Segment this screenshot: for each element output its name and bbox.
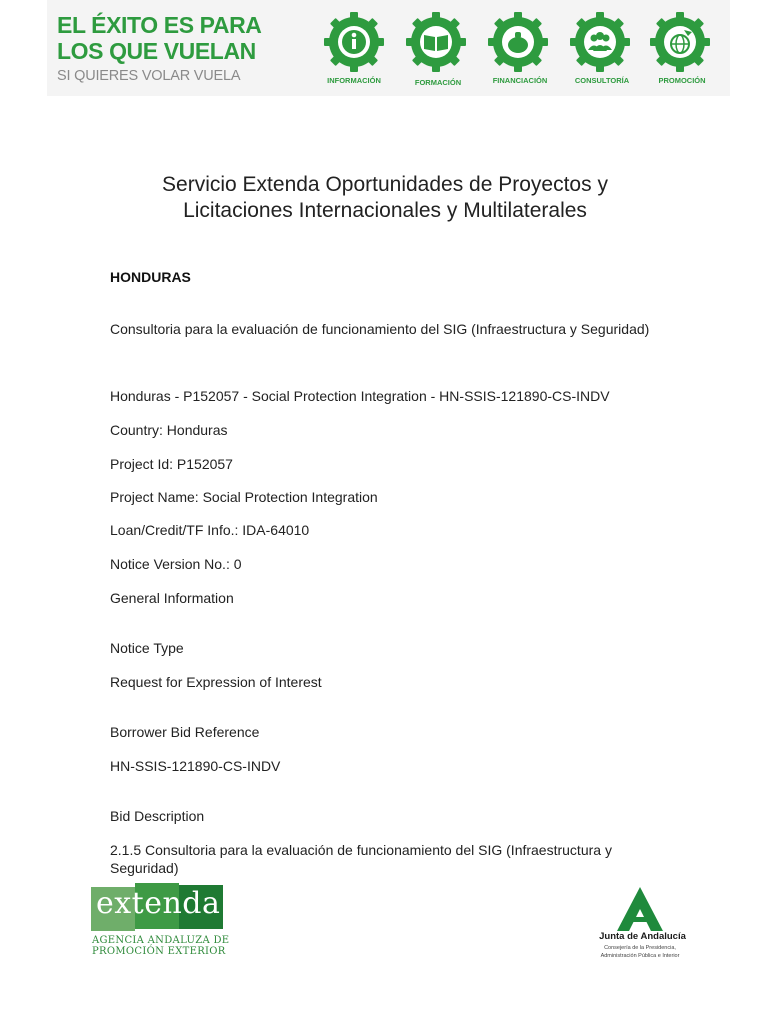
title-line-2: Licitaciones Internacionales y Multilaterales (183, 199, 587, 222)
service-label-financiacion: FINANCIACIÓN (492, 76, 548, 85)
notice-version-line: Notice Version No.: 0 (110, 556, 242, 572)
extenda-subtitle-2: PROMOCIÓN EXTERIOR (92, 946, 226, 957)
service-label-informacion: INFORMACIÓN (327, 76, 381, 85)
country-heading: HONDURAS (110, 269, 191, 285)
info-icon (322, 10, 386, 74)
title-line-1: Servicio Extenda Oportunidades de Proyectos y (162, 173, 608, 196)
slogan-line-1: EL ÉXITO ES PARA (57, 12, 262, 38)
borrower-ref-value: HN-SSIS-121890-CS-INDV (110, 758, 281, 774)
bid-description-value: 2.1.5 Consultoria para la evaluación de funcionamiento del SIG (Infraestructura y Seguridad) (110, 842, 612, 876)
summary-text: Consultoria para la evaluación de funcionamiento del SIG (Infraestructura y Seguridad) (110, 321, 650, 337)
bid-description-label: Bid Description (110, 808, 205, 824)
project-name-line: Project Name: Social Protection Integration (110, 489, 378, 505)
extenda-wordmark: extenda (96, 886, 221, 921)
project-id-line: Project Id: P152057 (110, 456, 233, 472)
junta-subtitle-2: Administración Pública e Interior (600, 953, 680, 959)
country-line: Country: Honduras (110, 422, 228, 438)
service-label-formacion: FORMACIÓN (414, 78, 462, 87)
service-label-consultoria: CONSULTORÍA (574, 76, 630, 85)
people-icon (568, 10, 632, 74)
notice-type-label: Notice Type (110, 640, 184, 656)
notice-type-value: Request for Expression of Interest (110, 674, 322, 690)
junta-subtitle-1: Consejería de la Presidencia, (604, 945, 676, 951)
globe-plane-icon (648, 10, 712, 74)
reference-line: Honduras - P152057 - Social Protection Integration - HN-SSIS-121890-CS-INDV (110, 388, 610, 404)
borrower-ref-label: Borrower Bid Reference (110, 724, 260, 740)
loan-line: Loan/Credit/TF Info.: IDA-64010 (110, 522, 310, 538)
junta-andalucia-logo-icon (617, 887, 663, 931)
general-information-heading: General Information (110, 590, 234, 606)
slogan-line-3: SI QUIERES VOLAR VUELA (57, 68, 241, 84)
slogan-line-2: LOS QUE VUELAN (57, 38, 256, 64)
extenda-subtitle-1: AGENCIA ANDALUZA DE (92, 935, 230, 946)
piggy-bank-icon (486, 10, 550, 74)
junta-name: Junta de Andalucía (599, 931, 686, 942)
document-title (90, 172, 680, 224)
book-icon (404, 10, 468, 74)
service-label-promocion: PROMOCIÓN (658, 76, 706, 85)
